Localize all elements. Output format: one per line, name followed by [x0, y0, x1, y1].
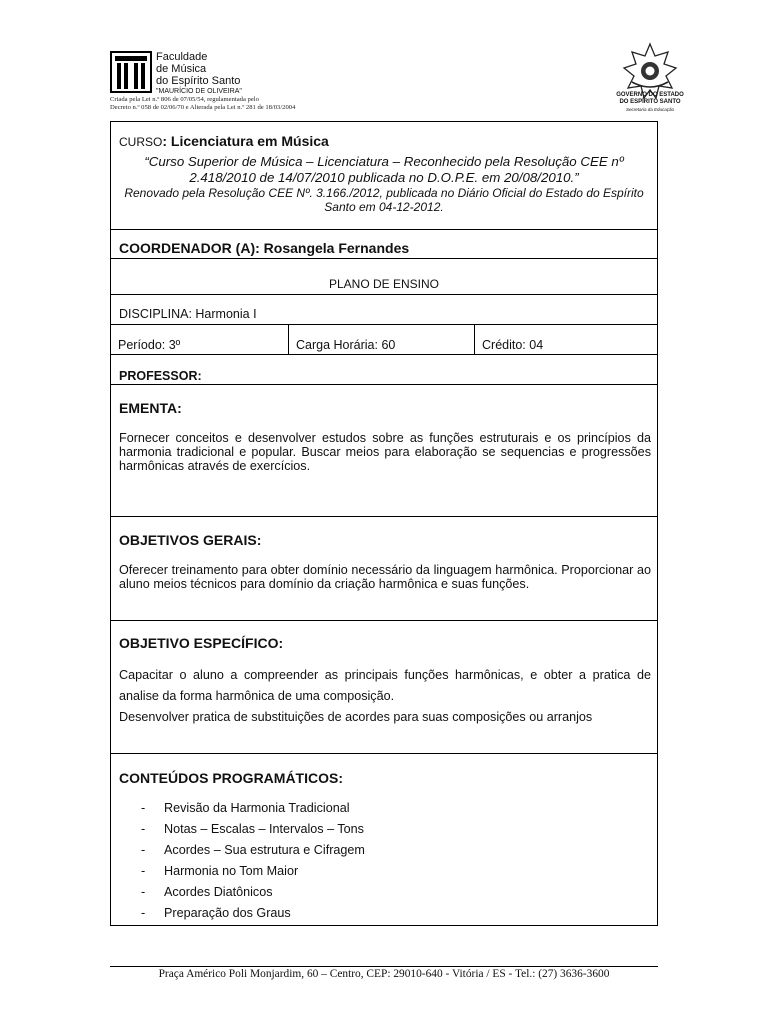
discipline: DISCIPLINA: Harmonia I	[119, 307, 257, 321]
period-cell	[111, 325, 289, 354]
faculty-name	[156, 51, 242, 96]
workload-cell	[289, 325, 475, 354]
specific-objective-section	[111, 621, 657, 754]
gov-name-line: GOVERNO DO ESTADO	[616, 92, 684, 98]
workload: Carga Horária: 60	[296, 338, 396, 352]
period: Período: 3º	[118, 338, 181, 352]
ementa-title: EMENTA:	[119, 400, 182, 416]
ementa-body: Fornecer conceitos e desenvolver estudos sobre as funções estruturais e os princípios da harmonia tradicional e popular. Buscar meios para elaboração se sequencias e progressões harmônicas através de exercícios.	[119, 431, 651, 473]
list-item	[141, 800, 365, 821]
coordinator: COORDENADOR (A): Rosangela Fernandes	[119, 240, 410, 256]
specific-objective-body	[119, 665, 651, 728]
coordinator-row	[111, 230, 657, 259]
list-item-text: Notas – Escalas – Intervalos – Tons	[164, 822, 364, 836]
general-objectives-title: OBJETIVOS GERAIS:	[119, 532, 262, 548]
faculty-name-line: de Música	[156, 63, 207, 75]
course-name: : Licenciatura em Música	[162, 133, 329, 149]
list-item	[141, 884, 365, 905]
footer-divider	[110, 966, 658, 967]
general-objectives-body: Oferecer treinamento para obter domínio necessário da linguagem harmônica. Proporcionar ao aluno meios técnicos para domínio da criação harmônica e suas funções.	[119, 563, 651, 591]
list-item-text: Revisão da Harmonia Tradicional	[164, 801, 350, 815]
list-item-text: Acordes – Sua estrutura e Cifragem	[164, 843, 365, 857]
course-title	[119, 133, 329, 149]
faculty-logo-icon	[110, 51, 152, 93]
law-reference	[110, 96, 295, 112]
gov-name-line: DO ESPÍRITO SANTO	[619, 99, 681, 105]
dash-bullet: -	[141, 822, 146, 836]
list-item-text: Acordes Diatônicos	[164, 885, 273, 899]
footer-address: Praça Américo Poli Monjardim, 60 – Centro, CEP: 29010-640 - Vitória / ES - Tel.: (27) 3636-3600	[158, 968, 610, 980]
general-objectives-section	[111, 517, 657, 621]
credit-cell	[475, 325, 657, 354]
dash-bullet: -	[141, 843, 146, 857]
dash-bullet: -	[141, 864, 146, 878]
law-line: Criada pela Lei n.º 806 de 07/05/54, regulamentada pelo	[110, 96, 259, 103]
program-contents-title: CONTEÚDOS PROGRAMÁTICOS:	[119, 770, 343, 786]
dash-bullet: -	[141, 906, 146, 920]
list-item	[141, 863, 365, 884]
specific-objective-title: OBJETIVO ESPECÍFICO:	[119, 635, 284, 651]
plan-title-row	[111, 259, 657, 295]
ementa-section	[111, 385, 657, 517]
specific-objective-paragraph: Desenvolver pratica de substituições de acordes para suas composições ou arranjos	[119, 710, 593, 724]
professor: PROFESSOR:	[119, 369, 202, 383]
dash-bullet: -	[141, 801, 146, 815]
plan-title: PLANO DE ENSINO	[328, 277, 440, 291]
state-government-name	[600, 92, 700, 113]
specific-objective-paragraph: Capacitar o aluno a compreender as principais funções harmônicas, e obter a pratica de analise da forma harmônica de uma composição.	[119, 668, 651, 703]
list-item-text: Preparação dos Graus	[164, 906, 291, 920]
list-item	[141, 821, 365, 842]
teaching-plan-table	[110, 121, 658, 926]
faculty-name-line: do Espírito Santo	[156, 75, 241, 87]
program-contents-list	[141, 800, 365, 926]
course-label: CURSO	[119, 135, 163, 149]
program-contents-section	[111, 754, 657, 926]
list-item	[141, 905, 365, 926]
law-line: Decreto n.º 058 de 02/06/70 e Alterada pela Lei n.º 281 de 18/03/2004	[110, 104, 296, 111]
course-row	[111, 122, 657, 230]
professor-row	[111, 355, 657, 385]
dash-bullet: -	[141, 885, 146, 899]
list-item-text: Harmonia no Tom Maior	[164, 864, 299, 878]
course-meta-row	[111, 325, 657, 355]
course-recognition: “Curso Superior de Música – Licenciatura – Reconhecido pela Resolução CEE nº 2.418/2010 de 14/07/2010 publicada no D.O.P.E. em 20/08/2010.”	[144, 154, 624, 185]
discipline-row	[111, 295, 657, 325]
faculty-name-line: Faculdade	[156, 51, 208, 63]
gov-secretariat: Secretaria da Educação	[625, 107, 675, 112]
faculty-name-subline: "MAURÍCIO DE OLIVEIRA"	[156, 88, 242, 95]
list-item	[141, 842, 365, 863]
course-renewal: Renovado pela Resolução CEE Nº. 3.166./2012, publicada no Diário Oficial do Estado do Espírito Santo em 04-12-2012.	[124, 186, 644, 214]
credit: Crédito: 04	[482, 338, 544, 352]
